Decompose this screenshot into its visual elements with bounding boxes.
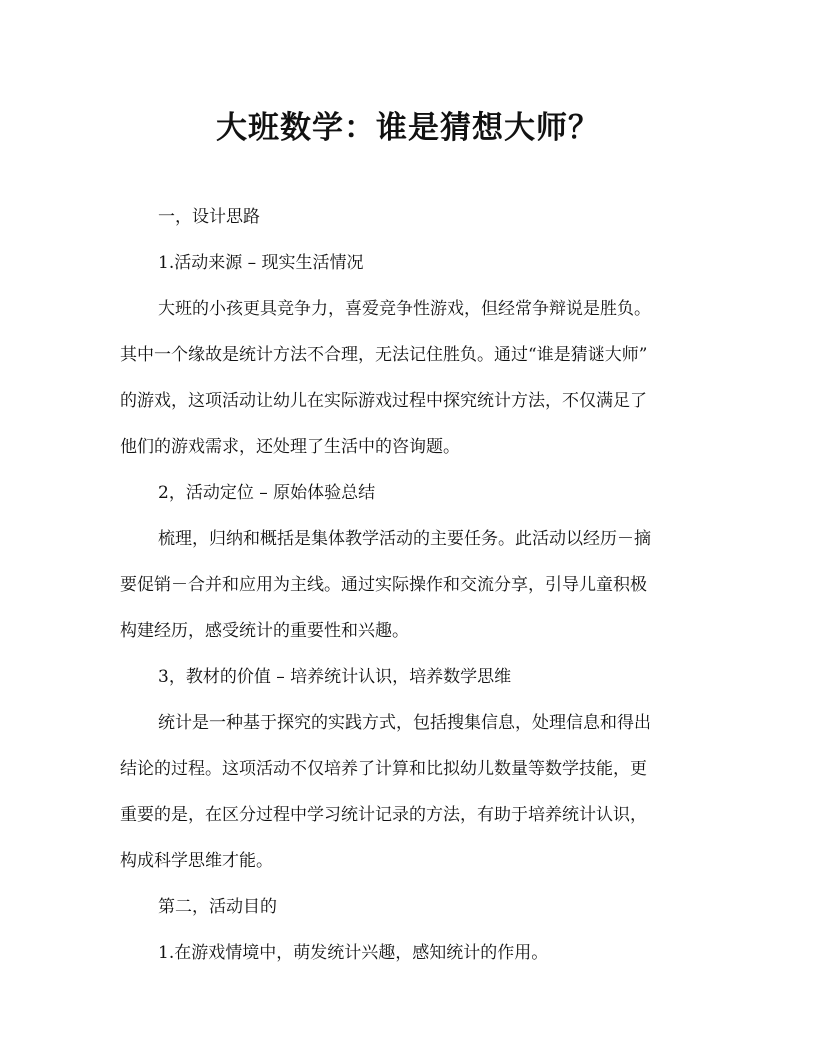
paragraph-line: 的游戏，这项活动让幼儿在实际游戏过程中探究统计方法，不仅满足了 [120,391,647,411]
paragraph-line: 大班的小孩更具竞争力，喜爱竞争性游戏，但经常争辩说是胜负。 [158,299,651,319]
document-title: 大班数学：谁是猜想大师？ [216,110,600,146]
paragraph-line: 要促销－合并和应用为主线。通过实际操作和交流分享，引导儿童积极 [120,575,647,595]
paragraph-line: 1.在游戏情境中，萌发统计兴趣，感知统计的作用。 [158,943,549,963]
paragraph-line: 构建经历，感受统计的重要性和兴趣。 [120,621,409,641]
paragraph-line: 3，教材的价值 – 培养统计认识，培养数学思维 [158,667,512,687]
paragraph-line: 其中一个缘故是统计方法不合理，无法记住胜负。通过“谁是猜谜大师” [120,345,648,365]
paragraph-line: 结论的过程。这项活动不仅培养了计算和比拟幼儿数量等数学技能，更 [120,759,647,779]
paragraph-line: 2，活动定位 – 原始体验总结 [158,483,376,503]
paragraph-line: 一，设计思路 [158,207,260,227]
paragraph-line: 1.活动来源 – 现实生活情况 [158,253,364,273]
paragraph-line: 构成科学思维才能。 [120,851,273,871]
paragraph-line: 重要的是，在区分过程中学习统计记录的方法，有助于培养统计认识， [120,805,647,825]
paragraph-line: 第二，活动目的 [158,897,277,917]
paragraph-line: 梳理，归纳和概括是集体教学活动的主要任务。此活动以经历－摘 [158,529,651,549]
document-body [120,200,698,970]
paragraph-line: 统计是一种基于探究的实践方式，包括搜集信息，处理信息和得出 [158,713,651,733]
paragraph-line: 他们的游戏需求，还处理了生活中的咨询题。 [120,437,460,457]
